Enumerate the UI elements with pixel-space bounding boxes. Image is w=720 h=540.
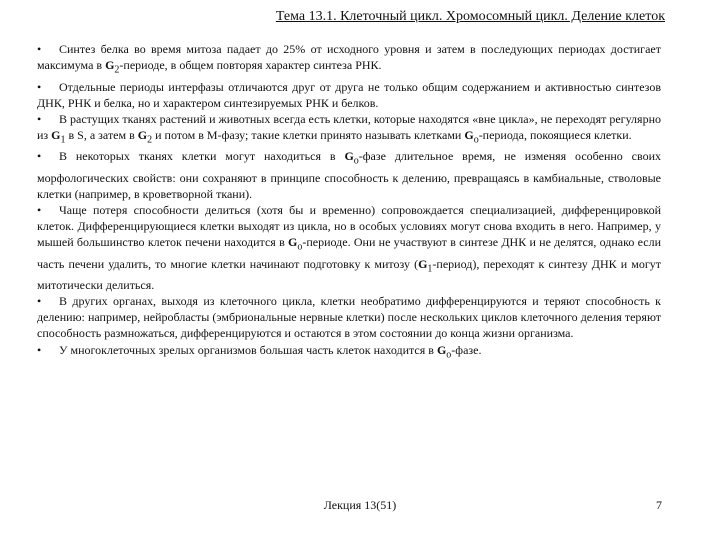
paragraph-text: -период), переходят к синтезу ДНК и могут митотически делиться. — [37, 256, 661, 293]
subscript-text: о — [473, 134, 479, 146]
bullet-paragraph — [37, 148, 661, 202]
bullet-marker: • — [37, 111, 42, 126]
subscript-text: 2 — [147, 134, 153, 146]
paragraph-text: Синтез белка во время митоза падает до 25% от исходного уровня и затем в последующих периодах достигает максимума в — [37, 42, 661, 73]
bullet-list — [37, 41, 661, 363]
subscript-text: о — [297, 241, 303, 253]
bold-text: G — [418, 256, 428, 271]
bold-text: G — [436, 342, 447, 357]
bold-text: G — [344, 149, 354, 164]
paragraph-text: В других органах, выходя из клеточного цикла, клетки необратимо дифференцируются и теряют способность к делению: например, нейробласты (эмбриональные нервные клетки) после нескольких циклов клеточного деления теряют способность размножаться, дифференцируются и остаются в этом состоянии до конца жизни организма. — [37, 294, 661, 341]
bullet-marker: • — [37, 203, 42, 218]
bold-text: G — [464, 127, 474, 142]
paragraph-text: В некоторых тканях клетки могут находиться в — [59, 149, 345, 164]
bullet-paragraph — [37, 342, 661, 363]
bullet-marker: • — [37, 342, 42, 357]
paragraph-text: -фазе. — [451, 342, 482, 357]
page-title: Тема 13.1. Клеточный цикл. Хромосомный цикл. Деление клеток — [275, 9, 665, 24]
paragraph-text: -периода, покоящиеся клетки. — [478, 127, 632, 142]
paragraph-text: Чаще потеря способности делиться (хотя бы и временно) сопровождается специализацией, дифференцировкой клеток. Дифференцирующиеся клетки выходят из цикла, но в особых условиях могут снова входить в него. Например, у мышей большинство клеток печени находится в — [37, 203, 661, 250]
paragraph-text: в S, а затем в — [65, 127, 138, 142]
subscript-text: 1 — [427, 263, 433, 275]
bullet-paragraph — [37, 111, 661, 149]
bold-text: G — [288, 235, 298, 250]
bullet-paragraph — [37, 79, 661, 111]
bullet-marker: • — [37, 294, 42, 309]
paragraph-text: В растущих тканях растений и животных всегда есть клетки, которые находятся «вне цикла», не переходят регулярно из — [37, 111, 661, 142]
bullet-paragraph — [37, 41, 661, 79]
subscript-text: о — [446, 348, 452, 360]
paragraph-text: У многоклеточных зрелых организмов большая часть клеток находится в — [59, 342, 437, 357]
footer-lecture-label: Лекция 13(51) — [323, 498, 397, 512]
bullet-paragraph — [37, 293, 661, 341]
bold-text: G — [51, 127, 61, 142]
paragraph-text: -периоде. Они не участвуют в синтезе ДНК и не делятся, однако если часть печени удалить, то многие клетки начинают подготовку к митозу ( — [37, 235, 661, 271]
subscript-text: о — [353, 155, 359, 167]
page-number: 7 — [656, 498, 662, 512]
bullet-marker: • — [37, 79, 42, 94]
subscript-text: 1 — [60, 134, 66, 146]
subscript-text: 2 — [114, 64, 120, 76]
bullet-marker: • — [37, 149, 42, 164]
bullet-paragraph — [37, 202, 661, 293]
bold-text: G — [137, 127, 148, 142]
paragraph-text: Отдельные периоды интерфазы отличаются друг от друга не только общим содержанием и активностью синтезов ДНК, РНК и белка, но и характером синтезируемых РНК и белков. — [37, 79, 661, 110]
paragraph-text: и потом в М-фазу; такие клетки принято называть клетками — [152, 127, 465, 142]
bullet-marker: • — [37, 42, 42, 56]
paragraph-text: -фазе длительное время, не изменяя особенно своих морфологических свойств: они сохраняют в принципе способность к делению, превращаясь в камбиальные, стволовые клетки (например, в кроветворной ткани). — [37, 149, 662, 201]
paragraph-text: -периоде, в общем повторяя характер синтеза РНК. — [119, 58, 382, 73]
bold-text: G — [105, 58, 115, 73]
